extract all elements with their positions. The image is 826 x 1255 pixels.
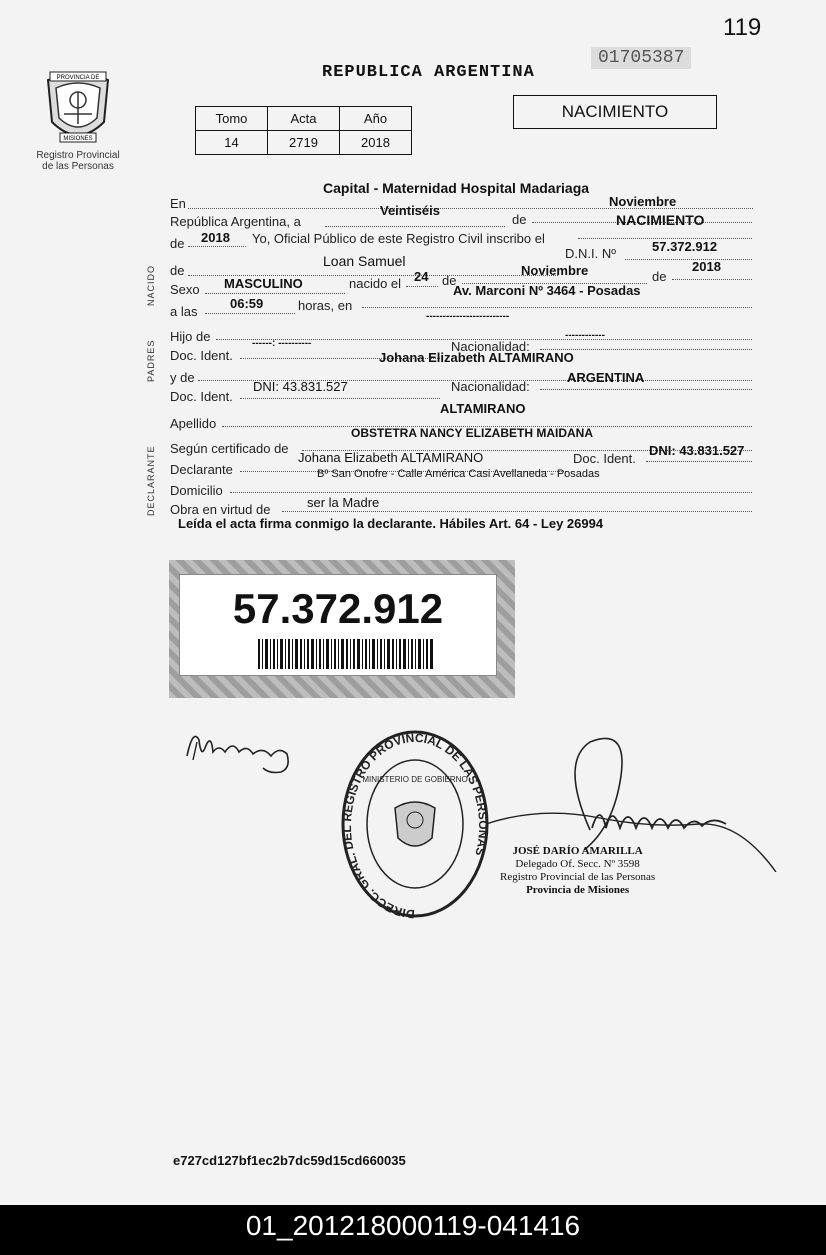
value-time: 06:59 — [230, 296, 264, 311]
provincial-coat-of-arms-logo — [40, 70, 116, 150]
field-line — [240, 398, 440, 399]
seal-ring-text: DIRECC. GRAL. DEL REGISTRO PROVINCIAL DE LAS PERSONAS — [340, 730, 490, 920]
signer-name: JOSÉ DARÍO AMARILLA — [512, 845, 643, 857]
field-line — [325, 226, 505, 227]
field-line — [672, 279, 752, 280]
section-label-padres: PADRES — [146, 339, 156, 382]
label-republica: República Argentina, a — [170, 214, 301, 229]
dni-card-number: 57.372.912 — [232, 585, 444, 632]
label-hijo: Hijo de — [170, 329, 211, 344]
section-label-declarante: DECLARANTE — [146, 445, 156, 516]
field-line — [282, 511, 752, 512]
field-line — [205, 313, 295, 314]
value-act: NACIMIENTO — [616, 212, 705, 228]
field-line — [205, 293, 345, 294]
signer-province: Provincia de Misiones — [526, 884, 630, 896]
register-header-anio: Año — [340, 107, 412, 131]
register-header-tomo: Tomo — [196, 107, 268, 131]
closing-statement: Leída el acta firma conmigo la declarante. Hábiles Art. 64 - Ley 26994 — [178, 516, 604, 531]
page-number: 119 — [723, 14, 762, 41]
value-day-words: Veintiséis — [380, 203, 440, 218]
value-mother: Johana Elizabeth ALTAMIRANO — [379, 350, 574, 365]
logo-text-bottom: MISIONES — [63, 136, 93, 142]
label-domicilio: Domicilio — [170, 483, 223, 498]
label-de-mes: de — [442, 273, 457, 288]
label-nac1: Nacionalidad: — [451, 339, 530, 354]
declarant-signature — [183, 718, 303, 776]
label-nac2: Nacionalidad: — [451, 379, 530, 394]
field-line — [540, 389, 752, 390]
dni-card-panel — [179, 574, 497, 676]
act-type-box: NACIMIENTO — [513, 95, 717, 129]
barcode-icon — [258, 639, 434, 669]
signer-office: Registro Provincial de las Personas — [500, 871, 656, 883]
value-father-doc: ------: ---------- — [252, 338, 312, 349]
value-certificate: OBSTETRA NANCY ELIZABETH MAIDANA — [351, 426, 593, 440]
signer-block — [500, 845, 655, 897]
register-value-acta: 2719 — [268, 131, 340, 155]
value-father: ------------------------- — [426, 311, 510, 322]
label-apellido: Apellido — [170, 416, 217, 431]
label-y-de: y de — [170, 370, 195, 385]
label-en: En — [170, 196, 186, 211]
field-line — [646, 461, 752, 462]
value-address: Bº San Onofre - Calle América Casi Avellaneda - Posadas — [317, 468, 600, 480]
label-doc1: Doc. Ident. — [170, 348, 233, 363]
field-line — [362, 307, 752, 308]
field-line — [188, 246, 246, 247]
label-de-name: de — [170, 263, 185, 278]
value-birth-place: Av. Marconi Nº 3464 - Posadas — [453, 283, 641, 298]
logo-caption — [20, 150, 136, 172]
value-mother-nat: ARGENTINA — [567, 370, 645, 385]
label-de: de — [512, 212, 527, 227]
value-birth-month: Noviembre — [521, 263, 589, 278]
logo-caption-line1: Registro Provincial — [36, 150, 120, 161]
value-name: Loan Samuel — [323, 253, 406, 269]
logo-caption-line2: de las Personas — [42, 161, 114, 172]
logo-text-top: PROVINCIA DE — [56, 75, 100, 81]
value-place: Capital - Maternidad Hospital Madariaga — [323, 180, 590, 196]
label-horas: horas, en — [298, 298, 353, 313]
label-sexo: Sexo — [170, 282, 200, 297]
register-value-anio: 2018 — [340, 131, 412, 155]
value-mother-doc: DNI: 43.831.527 — [253, 379, 348, 394]
value-month: Noviembre — [609, 194, 677, 209]
value-dni: 57.372.912 — [652, 239, 718, 254]
field-line — [230, 492, 752, 493]
value-declarant: Johana Elizabeth ALTAMIRANO — [298, 450, 484, 465]
serial-number-stamp: 01705387 — [591, 47, 691, 69]
country-title: REPUBLICA ARGENTINA — [322, 63, 535, 82]
label-segun: Según certificado de — [170, 441, 289, 456]
dni-number-card — [169, 560, 515, 698]
official-seal — [340, 728, 490, 920]
label-de-year: de — [170, 236, 185, 251]
value-year: 2018 — [201, 230, 230, 245]
footer-filename: 01_201218000119-041416 — [0, 1205, 826, 1255]
label-nacido: nacido el — [349, 276, 402, 291]
value-declarant-doc: DNI: 43.831.527 — [649, 443, 745, 458]
label-a-las: a las — [170, 304, 198, 319]
label-dni: D.N.I. Nº — [565, 246, 616, 261]
value-surname: ALTAMIRANO — [440, 401, 526, 416]
label-doc3: Doc. Ident. — [573, 451, 636, 466]
value-birth-year: 2018 — [692, 259, 721, 274]
value-father-nat: ------------ — [565, 330, 605, 341]
label-de-anio: de — [652, 269, 667, 284]
seal-inner-text: MINISTERIO DE GOBIERNO — [362, 775, 468, 784]
value-by-virtue: ser la Madre — [307, 495, 380, 510]
label-oficial: Yo, Oficial Público de este Registro Civil inscribo el — [252, 231, 545, 246]
value-sex: MASCULINO — [224, 276, 303, 291]
field-line — [625, 259, 752, 260]
label-obra: Obra en virtud de — [170, 502, 271, 517]
register-table — [195, 106, 412, 155]
value-birth-day: 24 — [414, 269, 429, 284]
field-line — [406, 286, 438, 287]
register-value-tomo: 14 — [196, 131, 268, 155]
signer-role: Delegado Of. Secc. Nº 3598 — [515, 858, 640, 870]
document-hash: e727cd127bf1ec2b7dc59d15cd660035 — [173, 1153, 406, 1168]
label-declarante: Declarante — [170, 462, 233, 477]
section-label-nacido: NACIDO — [146, 264, 156, 306]
label-doc2: Doc. Ident. — [170, 389, 233, 404]
register-header-acta: Acta — [268, 107, 340, 131]
